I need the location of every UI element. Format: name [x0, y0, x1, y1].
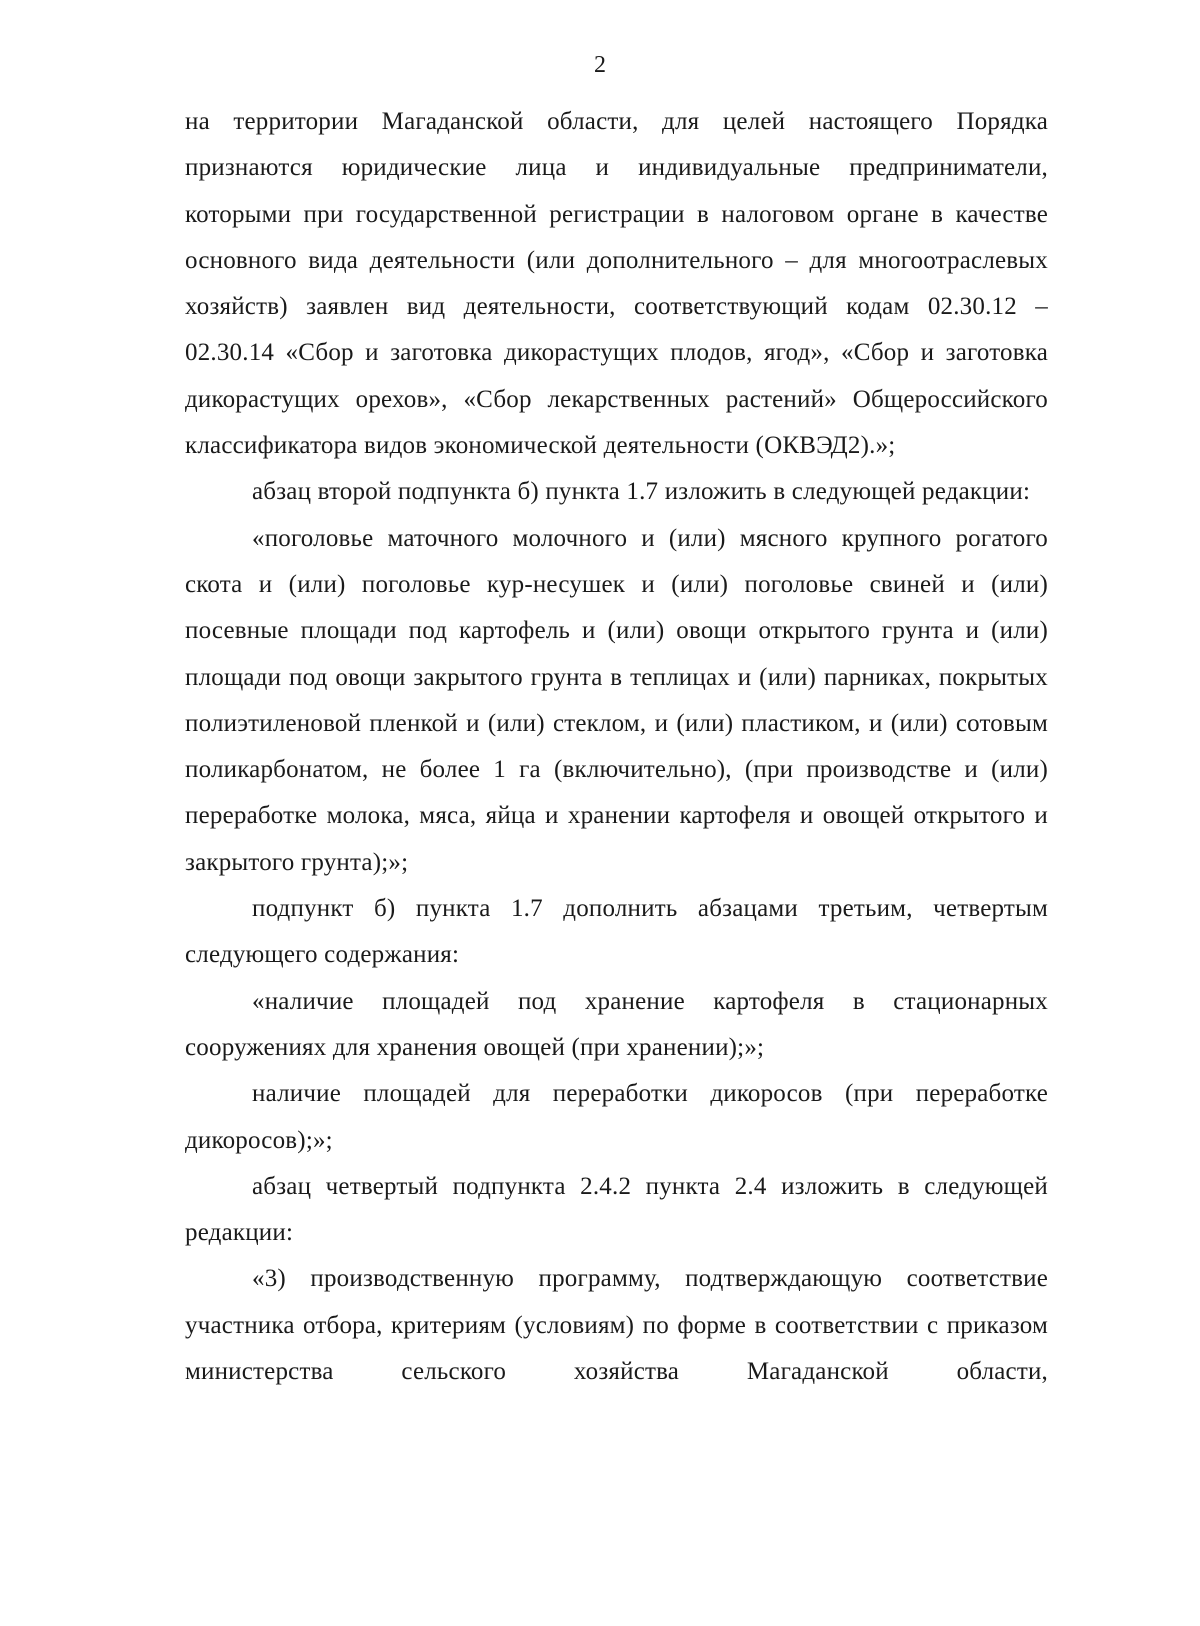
paragraph-livestock-criteria: «поголовье маточного молочного и (или) мясного крупного рогатого скота и (или) поголовье кур-несушек и (или) поголовье свиней и (или) посевные площади под картофель и (или) овощи открытого грунта и (или) площади под овощи закрытого грунта в теплицах и (или) парниках, покрытых полиэтиленовой пленкой и (или) стеклом, и (или) пластиком, и (или) сотовым поликарбонатом, не более 1 га (включительно), (при производстве и (или) переработке молока, мяса, яйца и хранении картофеля и овощей открытого и закрытого грунта);»;: [185, 524, 1048, 876]
paragraph-amend-2-4-2-fourth: абзац четвертый подпункта 2.4.2 пункта 2.4 изложить в следующей редакции:: [185, 1172, 1048, 1247]
paragraph-amend-1-7-b-second: абзац второй подпункта б) пункта 1.7 изложить в следующей редакции:: [252, 478, 1031, 506]
paragraph-amend-1-7-b-supplement: подпункт б) пункта 1.7 дополнить абзацами третьим, четвертым следующего содержания:: [185, 895, 1048, 969]
paragraph-potato-storage: «наличие площадей под хранение картофеля в стационарных сооружениях для хранения овощей (при хранении);»;: [185, 987, 1048, 1061]
page-number: 2: [594, 52, 606, 78]
document-body: [185, 99, 1048, 1395]
paragraph-production-program: «3) производственную программу, подтверждающую соответствие участника отбора, критериям (условиям) по форме в соответствии с приказом министерства сельского хозяйства Магаданской области,: [185, 1265, 1048, 1386]
paragraph-wild-processing: наличие площадей для переработки дикоросов (при переработке дикоросов);»;: [185, 1080, 1048, 1154]
paragraph-okved-continuation: на территории Магаданской области, для целей настоящего Порядка признаются юридические лица и индивидуальные предприниматели, которыми при государственной регистрации в налоговом органе в качестве основного вида деятельности (или дополнительного – для многоотраслевых хозяйств) заявлен вид деятельности, соответствующий кодам 02.30.12 – 02.30.14 «Сбор и заготовка дикорастущих плодов, ягод», «Сбор и заготовка дикорастущих орехов», «Сбор лекарственных растений» Общероссийского классификатора видов экономической деятельности (ОКВЭД2).»;: [185, 108, 1048, 460]
